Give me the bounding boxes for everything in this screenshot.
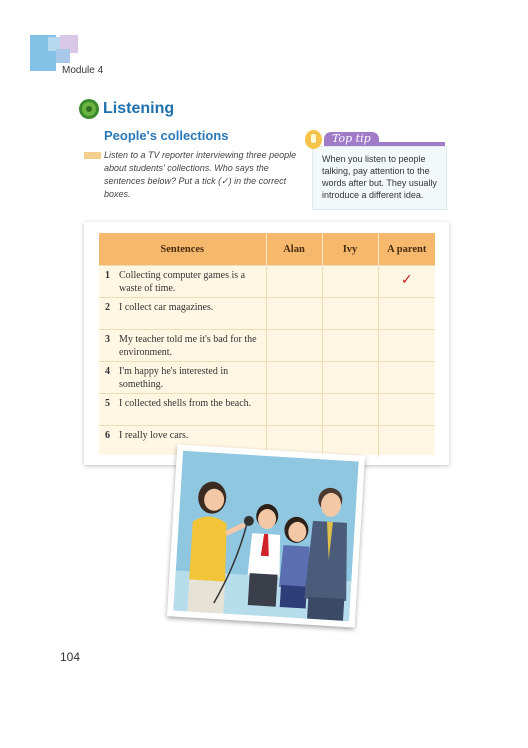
instructions-text: Listen to a TV reporter interviewing three people about students' collections. Who says the sentences below? Put a tick (✓) in the correct boxes. <box>104 150 297 199</box>
ivy-checkbox[interactable] <box>322 266 378 298</box>
parent-checkbox[interactable] <box>378 362 435 394</box>
row-number: 1 <box>105 270 110 281</box>
ivy-checkbox[interactable] <box>322 330 378 362</box>
parent-checkbox[interactable] <box>378 330 435 362</box>
row-number: 3 <box>105 334 110 345</box>
reporter-interview-illustration <box>167 444 365 627</box>
top-tip-label: Top tip <box>324 132 379 146</box>
sentence-text: My teacher told me it's bad for the environment. <box>119 334 257 358</box>
ivy-checkbox[interactable] <box>322 394 378 426</box>
alan-checkbox[interactable] <box>266 266 322 298</box>
parent-checkbox[interactable] <box>378 394 435 426</box>
alan-checkbox[interactable] <box>266 394 322 426</box>
section-subtitle: People's collections <box>104 128 229 143</box>
sentences-table-card <box>84 222 449 465</box>
sentence-text: I really love cars. <box>119 430 189 441</box>
ivy-checkbox[interactable] <box>322 426 378 458</box>
sentences-table <box>99 233 435 457</box>
table-row <box>99 362 435 394</box>
instruction-marker <box>84 152 101 159</box>
section-title: Listening <box>103 100 175 117</box>
parent-checkbox[interactable] <box>378 298 435 330</box>
header-ivy: Ivy <box>322 233 378 266</box>
table-row <box>99 394 435 426</box>
ivy-checkbox[interactable] <box>322 298 378 330</box>
alan-checkbox[interactable] <box>266 362 322 394</box>
row-number: 6 <box>105 430 110 441</box>
ivy-checkbox[interactable] <box>322 362 378 394</box>
table-row <box>99 298 435 330</box>
parent-checkbox[interactable] <box>378 426 435 458</box>
header-alan: Alan <box>266 233 322 266</box>
alan-checkbox[interactable] <box>266 298 322 330</box>
row-number: 4 <box>105 366 110 377</box>
top-tip-header <box>305 131 445 148</box>
module-label: Module 4 <box>62 65 104 76</box>
header-parent: A parent <box>378 233 435 266</box>
table-row <box>99 266 435 298</box>
table-row <box>99 330 435 362</box>
alan-checkbox[interactable] <box>266 330 322 362</box>
sentence-text: I'm happy he's interested in something. <box>119 366 229 390</box>
sentence-text: I collected shells from the beach. <box>119 398 252 409</box>
row-number: 5 <box>105 398 110 409</box>
top-tip-text: When you listen to people talking, pay attention to the words after but. They usually introduce a different idea. <box>322 154 437 200</box>
header-sentences: Sentences <box>99 233 266 266</box>
sentence-text: I collect car magazines. <box>119 302 214 313</box>
tick-mark: ✓ <box>400 273 413 288</box>
parent-checkbox[interactable] <box>378 266 435 298</box>
listening-icon <box>79 99 99 119</box>
page-number: 104 <box>60 650 81 664</box>
sentence-text: Collecting computer games is a waste of time. <box>119 270 246 294</box>
lightbulb-icon <box>305 130 322 149</box>
row-number: 2 <box>105 302 110 313</box>
